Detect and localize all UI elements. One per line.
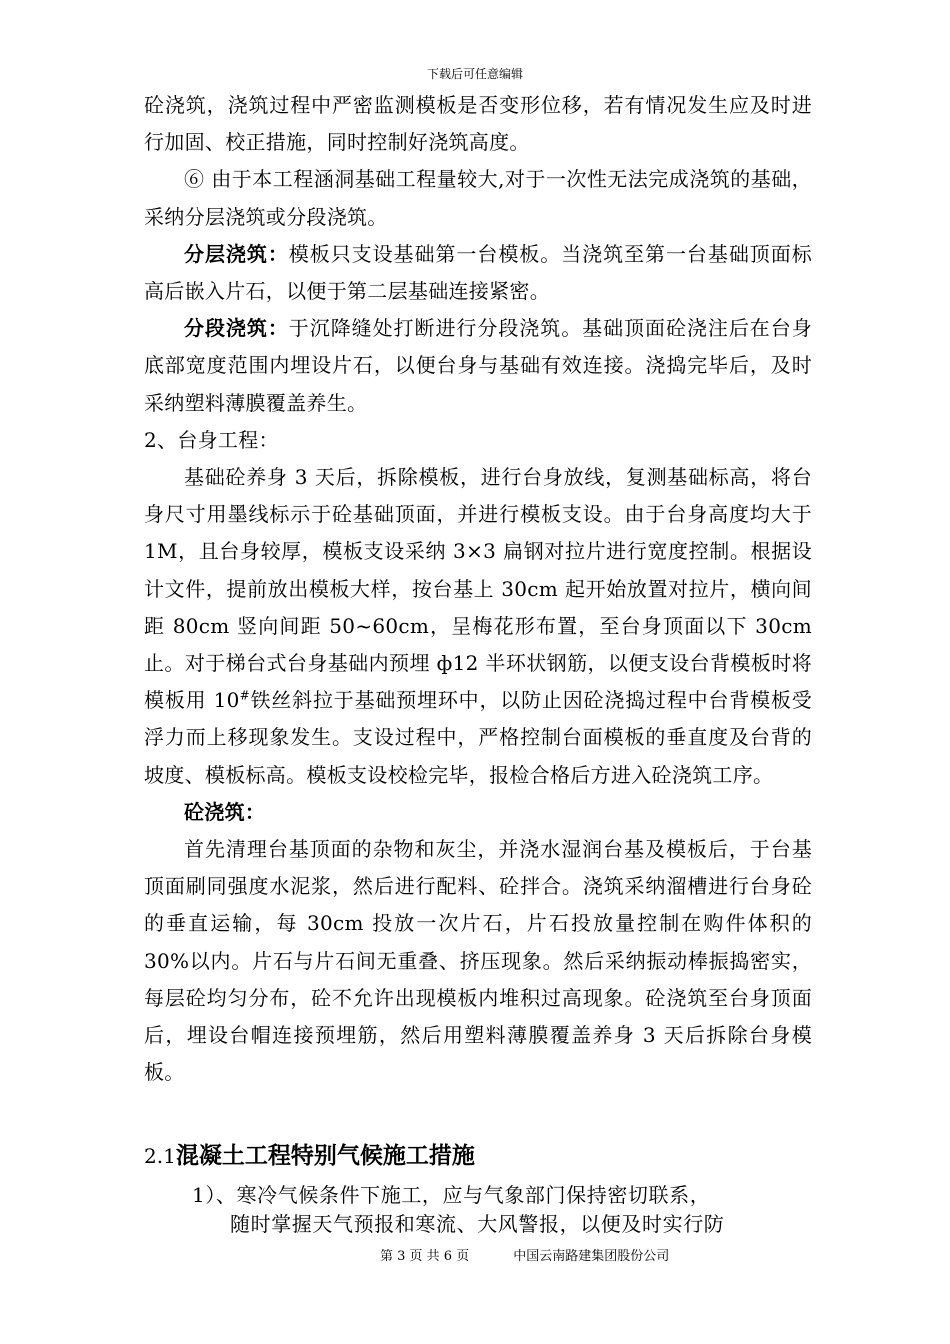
subsection-title: 2、台身工程： [144,427,279,452]
company-name: 中国云南路建集团股份公司 [513,1249,670,1264]
list-line-2: 随时掌握天气预报和寒流、大风警报，以便及时实行防 [230,1212,725,1236]
paragraph-layered-pouring [144,236,812,310]
paragraph-concrete-pouring: 首先清理台基顶面的杂物和灰尘，并浇水湿润台基及模板后，于台基顶面刷同强度水泥浆，然后进行配料、砼拌合。浇筑采纳溜槽进行台身砼的垂直运输，每 30cm 投放一次片石，片石投放量控制在购件体积的 30%以内。片石与片石间无重叠、挤压现象。然后采纳振动棒振捣密实，每层砼均匀分布，砼不允许出现模板内堆积过高现象。砼浇筑至台身顶面后，埋设台帽连接预埋筋，然后用塑料薄膜覆盖养身 3 天后拆除台身模板。 [144,837,812,1085]
abutment-text-a: 基础砼养身 3 天后，拆除模板，进行台身放线，复测基础标高，将台身尺寸用墨线标示于砼基础顶面，并进行模板支设。由于台身高度均大于 1M，且台身较厚，模板支设采纳 3×3 扁钢对拉片进行宽度控制。根据设计文件，提前放出模板大样，按台基上 30cm 起开始放置对拉片，横向间距 80cm 竖向间距 50~60cm，呈梅花形布置，至台身顶面以下 30cm 止。对于梯台式台身基础内预埋 ф12 半环状钢筋，以便支设台背模板时将模板用 10 [144,465,812,713]
list-item-1 [192,1181,814,1239]
label-sectional-pouring: 分段浇筑： [184,316,289,341]
paragraph-2: ⑥ 由于本工程涵洞基础工程量较大,对于一次性无法完成浇筑的基础，采纳分层浇筑或分段浇筑。 [144,167,812,229]
abutment-text-b: 铁丝斜拉于基础预埋环中，以防止因砼浇捣过程中台背模板受浮力而上移现象发生。支设过程中，严格控制台面模板的垂直度及台背的坡度、模板标高。模板支设校检完毕，报检合格后方进入砼浇筑工序。 [144,688,812,787]
page-header: 下载后可任意编辑 [426,67,523,81]
list-line-1: 寒冷气候条件下施工，应与气象部门保持密切联系， [236,1183,711,1207]
section-heading [144,1136,475,1176]
page-footer [380,1249,669,1265]
paragraph-sectional-pouring [144,310,812,422]
body-text [144,87,812,1091]
text-sectional-pouring: 于沉降缝处打断进行分段浇筑。基础顶面砼浇注后在台身底部宽度范围内埋设片石，以便台身与基础有效连接。浇捣完毕后，及时采纳塑料薄膜覆盖养生。 [144,316,813,415]
section-number: 2.1 [144,1144,176,1168]
list-marker: 1）、 [192,1183,237,1207]
page-number: 第 3 页 共 6 页 [380,1249,470,1264]
superscript-hash: # [239,688,251,703]
text-layered-pouring: 模板只支设基础第一台模板。当浇筑至第一台基础顶面标高后嵌入片石，以便于第二层基础连接紧密。 [144,241,813,304]
section-title: 混凝土工程特别气候施工措施 [175,1142,475,1169]
label-layered-pouring: 分层浇筑： [184,241,289,266]
paragraph-1: 砼浇筑，浇筑过程中严密监测模板是否变形位移，若有情况发生应及时进行加固、校正措施，同时控制好浇筑高度。 [144,93,812,155]
label-concrete-pouring: 砼浇筑： [184,799,266,824]
paragraph-abutment-work [144,459,812,794]
